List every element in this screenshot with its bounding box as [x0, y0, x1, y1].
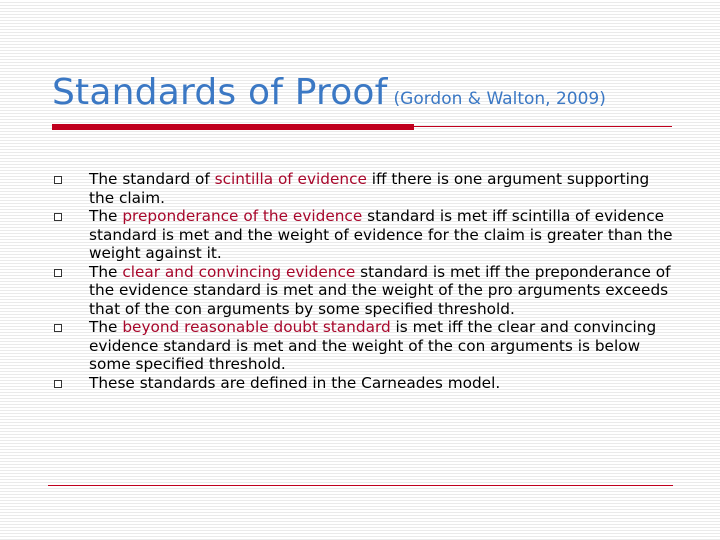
title-main: Standards of Proof [52, 72, 388, 113]
bullet-text-before: The standard of [89, 170, 215, 188]
bullet-text-before: The [89, 262, 123, 281]
bullet-text-before: The [89, 318, 123, 336]
bullet-item [52, 318, 677, 374]
bullet-text-before: These standards are defined in the Carneades model. [89, 373, 501, 392]
title-underline-thin [414, 126, 672, 127]
hollow-square-icon [54, 269, 62, 277]
bullet-item [52, 207, 677, 263]
bullet-text-after: standard is met iff the preponderance of the evidence standard is met and the weight of the pro arguments exceeds that of the con arguments by some specified threshold. [89, 262, 671, 318]
bullet-highlight: clear and convincing evidence [122, 262, 356, 281]
bullet-text-after: standard is met iff scintilla of evidence standard is met and the weight of evidence for the claim is greater than the weight against it. [89, 207, 673, 262]
bullet-list [52, 170, 677, 392]
hollow-square-icon [54, 176, 62, 184]
bullet-item [52, 170, 677, 207]
bullet-text-after: is met iff the clear and convincing evidence standard is met and the weight of the con arguments is below some specified threshold. [89, 318, 657, 373]
footer-divider [48, 485, 673, 486]
title-underline-thick [52, 124, 414, 130]
bullet-item [52, 263, 677, 319]
hollow-square-icon [54, 324, 62, 332]
bullet-highlight: preponderance of the evidence [122, 207, 363, 225]
slide-title [52, 72, 606, 113]
bullet-item [52, 374, 677, 393]
hollow-square-icon [54, 213, 62, 221]
title-citation: (Gordon & Walton, 2009) [393, 89, 606, 109]
bullet-text-before: The [89, 207, 123, 225]
bullet-text-after: iff there is one argument supporting the claim. [89, 170, 650, 207]
bullet-highlight: beyond reasonable doubt standard [122, 318, 391, 336]
bullet-highlight: scintilla of evidence [214, 170, 367, 188]
hollow-square-icon [54, 380, 62, 388]
